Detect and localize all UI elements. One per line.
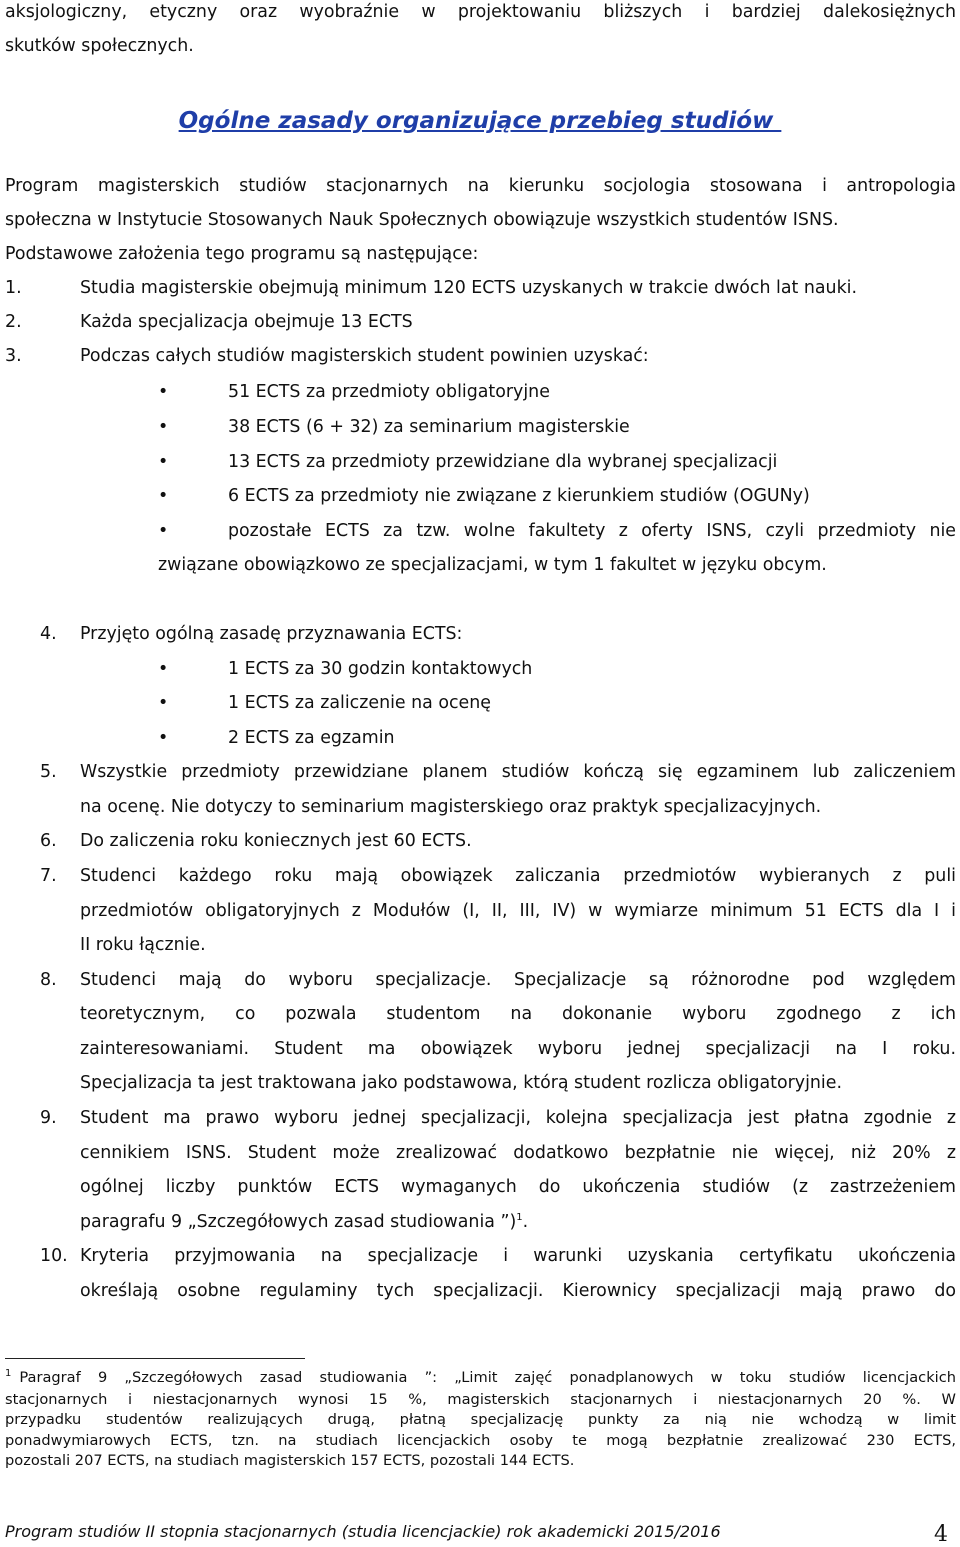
bullet-icon: • bbox=[158, 728, 169, 748]
bullet-icon: • bbox=[158, 521, 169, 541]
page-number: 4 bbox=[934, 1522, 948, 1547]
item-number: 8. bbox=[40, 970, 57, 990]
item-text: cennikiem ISNS. Student może zrealizować dodatkowo bezpłatnie nie więcej, niż 20% z bbox=[80, 1143, 956, 1163]
item-text: określają osobne regulaminy tych specjalizacji. Kierownicy specjalizacji mają prawo do bbox=[80, 1281, 956, 1301]
item-text: Do zaliczenia roku koniecznych jest 60 ECTS. bbox=[80, 831, 472, 851]
footnote-line-4: ponadwymiarowych ECTS, tzn. na studiach licencjackich osoby te mogą bezpłatnie zrealizować 230 ECTS, bbox=[5, 1432, 956, 1449]
item-text: II roku łącznie. bbox=[80, 935, 206, 955]
item-number: 2. bbox=[5, 312, 22, 332]
footnote-divider bbox=[5, 1358, 305, 1359]
bullet-text: 51 ECTS za przedmioty obligatoryjne bbox=[228, 382, 550, 402]
item-number: 10. bbox=[40, 1246, 68, 1266]
bullet-text: 1 ECTS za zaliczenie na ocenę bbox=[228, 693, 491, 713]
item-number: 7. bbox=[40, 866, 57, 886]
item-text: Każda specjalizacja obejmuje 13 ECTS bbox=[80, 312, 413, 332]
item-number: 5. bbox=[40, 762, 57, 782]
item-text bbox=[80, 1210, 956, 1234]
footnote-line-3: przypadku studentów realizujących drugą, płatną specjalizację punkty za nią nie wchodzą w limit bbox=[5, 1411, 956, 1428]
item-text: zainteresowaniami. Student ma obowiązek wyboru jednej specjalizacji na I roku. bbox=[80, 1039, 956, 1059]
item-number: 9. bbox=[40, 1108, 57, 1128]
footnote-line-2: stacjonarnych i niestacjonarnych wynosi 15 %, magisterskich stacjonarnych i niestacjonarnych 20 %. W bbox=[5, 1391, 956, 1408]
footnote-line-1 bbox=[5, 1368, 956, 1388]
item-text: Wszystkie przedmioty przewidziane planem studiów kończą się egzaminem lub zaliczeniem bbox=[80, 762, 956, 782]
item-number: 3. bbox=[5, 346, 22, 366]
item-text: Student ma prawo wyboru jednej specjalizacji, kolejna specjalizacja jest płatna zgodnie z bbox=[80, 1108, 956, 1128]
bullet-icon: • bbox=[158, 693, 169, 713]
bullet-icon: • bbox=[158, 382, 169, 402]
item-text-segment: . bbox=[522, 1212, 529, 1232]
item-text: Studenci mają do wyboru specjalizacje. Specjalizacje są różnorodne pod względem bbox=[80, 970, 956, 990]
item-number: 4. bbox=[40, 624, 57, 644]
bullet-icon: • bbox=[158, 452, 169, 472]
bullet-continuation: związane obowiązkowo ze specjalizacjami, w tym 1 fakultet w języku obcym. bbox=[158, 555, 827, 575]
paragraph-line-1: Program magisterskich studiów stacjonarnych na kierunku socjologia stosowana i antropologia bbox=[5, 176, 956, 196]
bullet-text: 13 ECTS za przedmioty przewidziane dla wybranej specjalizacji bbox=[228, 452, 778, 472]
item-number: 6. bbox=[40, 831, 57, 851]
footnote-marker: 1 bbox=[5, 1368, 12, 1380]
intro-line-2: skutków społecznych. bbox=[5, 36, 194, 56]
page-footer-text: Program studiów II stopnia stacjonarnych (studia licencjackie) rok akademicki 2015/2016 bbox=[5, 1522, 721, 1541]
item-text: Podczas całych studiów magisterskich student powinien uzyskać: bbox=[80, 346, 649, 366]
paragraph-line-2: społeczna w Instytucie Stosowanych Nauk Społecznych obowiązuje wszystkich studentów ISNS. bbox=[5, 210, 839, 230]
bullet-text: 2 ECTS za egzamin bbox=[228, 728, 395, 748]
item-text: Kryteria przyjmowania na specjalizacje i warunki uzyskania certyfikatu ukończenia bbox=[80, 1246, 956, 1266]
footnote-text: Paragraf 9 „Szczegółowych zasad studiowania ”: „Limit zajęć ponadplanowych w toku studiów licencjackich bbox=[19, 1369, 956, 1386]
item-number: 1. bbox=[5, 278, 22, 298]
item-text: przedmiotów obligatoryjnych z Modułów (I, II, III, IV) w wymiarze minimum 51 ECTS dla I i bbox=[80, 901, 956, 921]
item-text: ogólnej liczby punktów ECTS wymaganych do ukończenia studiów (z zastrzeżeniem bbox=[80, 1177, 956, 1197]
bullet-text: pozostałe ECTS za tzw. wolne fakultety z oferty ISNS, czyli przedmioty nie bbox=[228, 521, 956, 541]
item-text: Przyjęto ogólną zasadę przyznawania ECTS: bbox=[80, 624, 463, 644]
item-text: Studia magisterskie obejmują minimum 120 ECTS uzyskanych w trakcie dwóch lat nauki. bbox=[80, 278, 858, 298]
bullet-text: 1 ECTS za 30 godzin kontaktowych bbox=[228, 659, 533, 679]
bullet-icon: • bbox=[158, 659, 169, 679]
footnote-line-5: pozostali 207 ECTS, na studiach magisterskich 157 ECTS, pozostali 144 ECTS. bbox=[5, 1452, 575, 1469]
bullet-icon: • bbox=[158, 486, 169, 506]
bullet-icon: • bbox=[158, 417, 169, 437]
item-text: Studenci każdego roku mają obowiązek zaliczania przedmiotów wybieranych z puli bbox=[80, 866, 956, 886]
item-text-segment: paragrafu 9 „Szczegółowych zasad studiowania ”) bbox=[80, 1212, 517, 1232]
item-text: na ocenę. Nie dotyczy to seminarium magisterskiego oraz praktyk specjalizacyjnych. bbox=[80, 797, 822, 817]
item-text: Specjalizacja ta jest traktowana jako podstawowa, którą student rozlicza obligatoryjnie. bbox=[80, 1073, 842, 1093]
item-text: teoretycznym, co pozwala studentom na dokonanie wyboru zgodnego z ich bbox=[80, 1004, 956, 1024]
bullet-text: 6 ECTS za przedmioty nie związane z kierunkiem studiów (OGUNy) bbox=[228, 486, 810, 506]
paragraph-line-3: Podstawowe założenia tego programu są następujące: bbox=[5, 244, 479, 264]
section-heading: Ogólne zasady organizujące przebieg studiów bbox=[178, 108, 782, 134]
intro-line-1: aksjologiczny, etyczny oraz wyobraźnie w projektowaniu bliższych i bardziej dalekosiężnych bbox=[5, 2, 956, 22]
bullet-text: 38 ECTS (6 + 32) za seminarium magisterskie bbox=[228, 417, 630, 437]
footnote-reference[interactable]: 1 bbox=[516, 1212, 523, 1224]
